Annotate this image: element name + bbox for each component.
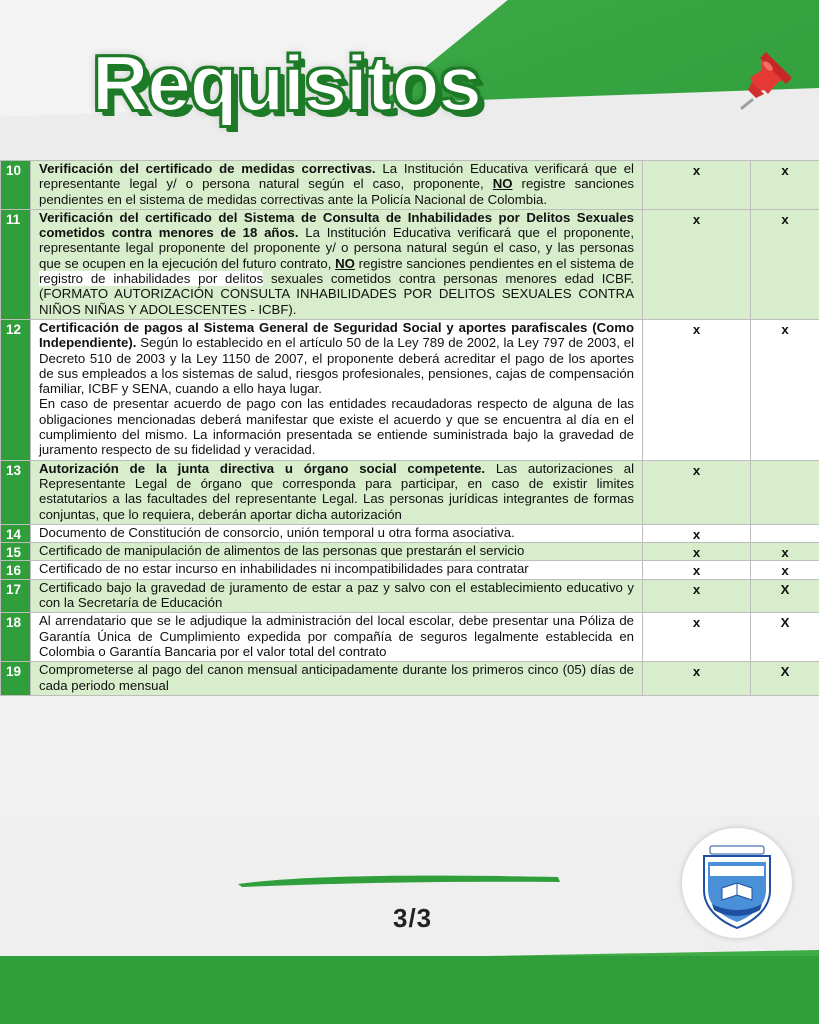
- row-title: Verificación del certificado de medidas correctivas.: [39, 161, 376, 176]
- row-text: registre sanciones pendientes en el sistema de medidas correctivas ante la Policía Nacional de Colombia.: [39, 176, 634, 207]
- row-description: Certificado de manipulación de alimentos de las personas que prestarán el servicio: [31, 543, 643, 561]
- row-mark-col1: x: [643, 579, 751, 613]
- row-mark-col1: x: [643, 161, 751, 210]
- row-highlight: registro de inhabilidades por delitos: [39, 271, 264, 287]
- row-title: Autorización de la junta directiva u órgano social competente.: [39, 460, 486, 476]
- brush-stroke-divider: [236, 872, 562, 888]
- row-text: registre sanciones pendientes en el sistema de: [354, 255, 634, 271]
- row-emphasis: NO: [335, 255, 355, 271]
- row-mark-col1: x: [643, 460, 751, 524]
- row-mark-col1: x: [643, 209, 751, 319]
- table-row: [1, 161, 819, 210]
- row-text: La Institución Educativa verificará que el proponente, representante legal proponente del proponente y/ o persona natural según el caso, y las personas que se ocupen en la ejecución del futuro contrato,: [39, 225, 635, 271]
- row-mark-col2: x: [751, 209, 819, 319]
- row-text: Según lo establecido en el artículo 50 de la Ley 789 de 2002, la Ley 797 de 2003, el Decreto 510 de 2003 y la Ley 1150 de 2007, el proponente deberá acreditar el pago de los aportes de sus empleados a los sistemas de salud, riesgos profesionales, pensiones, cajas de compensación familiar, ICBF y SENA, cuando a ello haya lugar.: [39, 335, 634, 397]
- row-number: 14: [1, 524, 31, 542]
- row-description: [31, 161, 643, 210]
- row-mark-col2: X: [751, 579, 819, 613]
- row-number: 11: [1, 209, 31, 319]
- row-number: 15: [1, 543, 31, 561]
- row-text: sexuales cometidos contra personas menores edad ICBF. (FORMATO AUTORIZACIÓN CONSULTA INHABILIDADES POR DELITOS SEXUALES CONTRA NIÑOS NIÑAS Y ADOLESCENTES - ICBF).: [39, 271, 634, 317]
- row-number: 16: [1, 561, 31, 579]
- row-mark-col2: [751, 460, 819, 524]
- row-description: [31, 460, 643, 524]
- row-text: En caso de presentar acuerdo de pago con las entidades recaudadoras respecto de alguna de las obligaciones mencionadas deberá manifestar que existe el acuerdo y que se encuentra al día en el cumplimiento del mismo. La información presentada se entiende suministrada bajo la gravedad de juramento respecto de su fidelidad y veracidad.: [39, 396, 634, 458]
- row-mark-col2: X: [751, 662, 819, 696]
- row-text: Las autorizaciones al Representante Legal de órgano que corresponda para participar, en caso de existir limites estatutarios a las facultades del representante Legal. Las personas jurídicas integrantes de formas conjuntas, que lo requiera, deberán aportar dicha autorización: [39, 460, 634, 522]
- row-number: 18: [1, 613, 31, 662]
- row-mark-col2: [751, 524, 819, 542]
- row-number: 13: [1, 460, 31, 524]
- table-row: [1, 662, 819, 696]
- row-text: La Institución Educativa verificará que el representante legal y/ o persona natural según el caso, proponente,: [39, 161, 634, 192]
- row-description: Certificado de no estar incurso en inhabilidades ni incompatibilidades para contratar: [31, 561, 643, 579]
- requirements-table: [0, 160, 819, 696]
- table-row: [1, 319, 819, 460]
- row-description: [31, 319, 643, 460]
- table-row: [1, 613, 819, 662]
- school-crest-icon: [682, 828, 792, 938]
- row-title: Verificación del certificado del Sistema de Consulta de Inhabilidades por Delitos Sexuales cometidos contra menores de 18 años.: [39, 209, 634, 241]
- page-title: Requisitos: [92, 39, 481, 127]
- table-row: [1, 579, 819, 613]
- row-mark-col1: x: [643, 613, 751, 662]
- row-description: Comprometerse al pago del canon mensual anticipadamente durante los primeros cinco (05) días de cada periodo mensual: [31, 662, 643, 696]
- row-mark-col1: x: [643, 543, 751, 561]
- row-description: [31, 209, 643, 319]
- pushpin-icon: [738, 48, 796, 110]
- footer-band: [0, 956, 819, 1024]
- row-title: Certificación de pagos al Sistema General de Seguridad Social y aportes parafiscales (Como Independiente).: [39, 319, 634, 351]
- school-logo: [682, 828, 792, 938]
- row-number: 12: [1, 319, 31, 460]
- row-emphasis: NO: [492, 176, 513, 192]
- row-mark-col1: x: [643, 319, 751, 460]
- row-mark-col2: x: [751, 319, 819, 460]
- row-number: 19: [1, 662, 31, 696]
- table-row: [1, 209, 819, 319]
- table-row: [1, 460, 819, 524]
- row-description: Documento de Constitución de consorcio, unión temporal u otra forma asociativa.: [31, 524, 643, 542]
- row-description: Al arrendatario que se le adjudique la administración del local escolar, debe presentar una Póliza de Garantía Única de Cumplimiento expedida por compañía de seguros legalmente establecida en Colombia o Garantía Bancaria por el valor total del contrato: [31, 613, 643, 662]
- row-mark-col2: X: [751, 613, 819, 662]
- row-mark-col1: x: [643, 662, 751, 696]
- row-mark-col2: x: [751, 161, 819, 210]
- row-description: Certificado bajo la gravedad de juramento de estar a paz y salvo con el establecimiento educativo y con la Secretaría de Educación: [31, 579, 643, 613]
- row-mark-col1: x: [643, 561, 751, 579]
- table-row: [1, 561, 819, 579]
- page-indicator: 3/3: [393, 903, 433, 933]
- row-mark-col2: x: [751, 561, 819, 579]
- table-row: [1, 524, 819, 542]
- row-mark-col2: x: [751, 543, 819, 561]
- row-mark-col1: x: [643, 524, 751, 542]
- table-row: [1, 543, 819, 561]
- row-number: 17: [1, 579, 31, 613]
- row-number: 10: [1, 161, 31, 210]
